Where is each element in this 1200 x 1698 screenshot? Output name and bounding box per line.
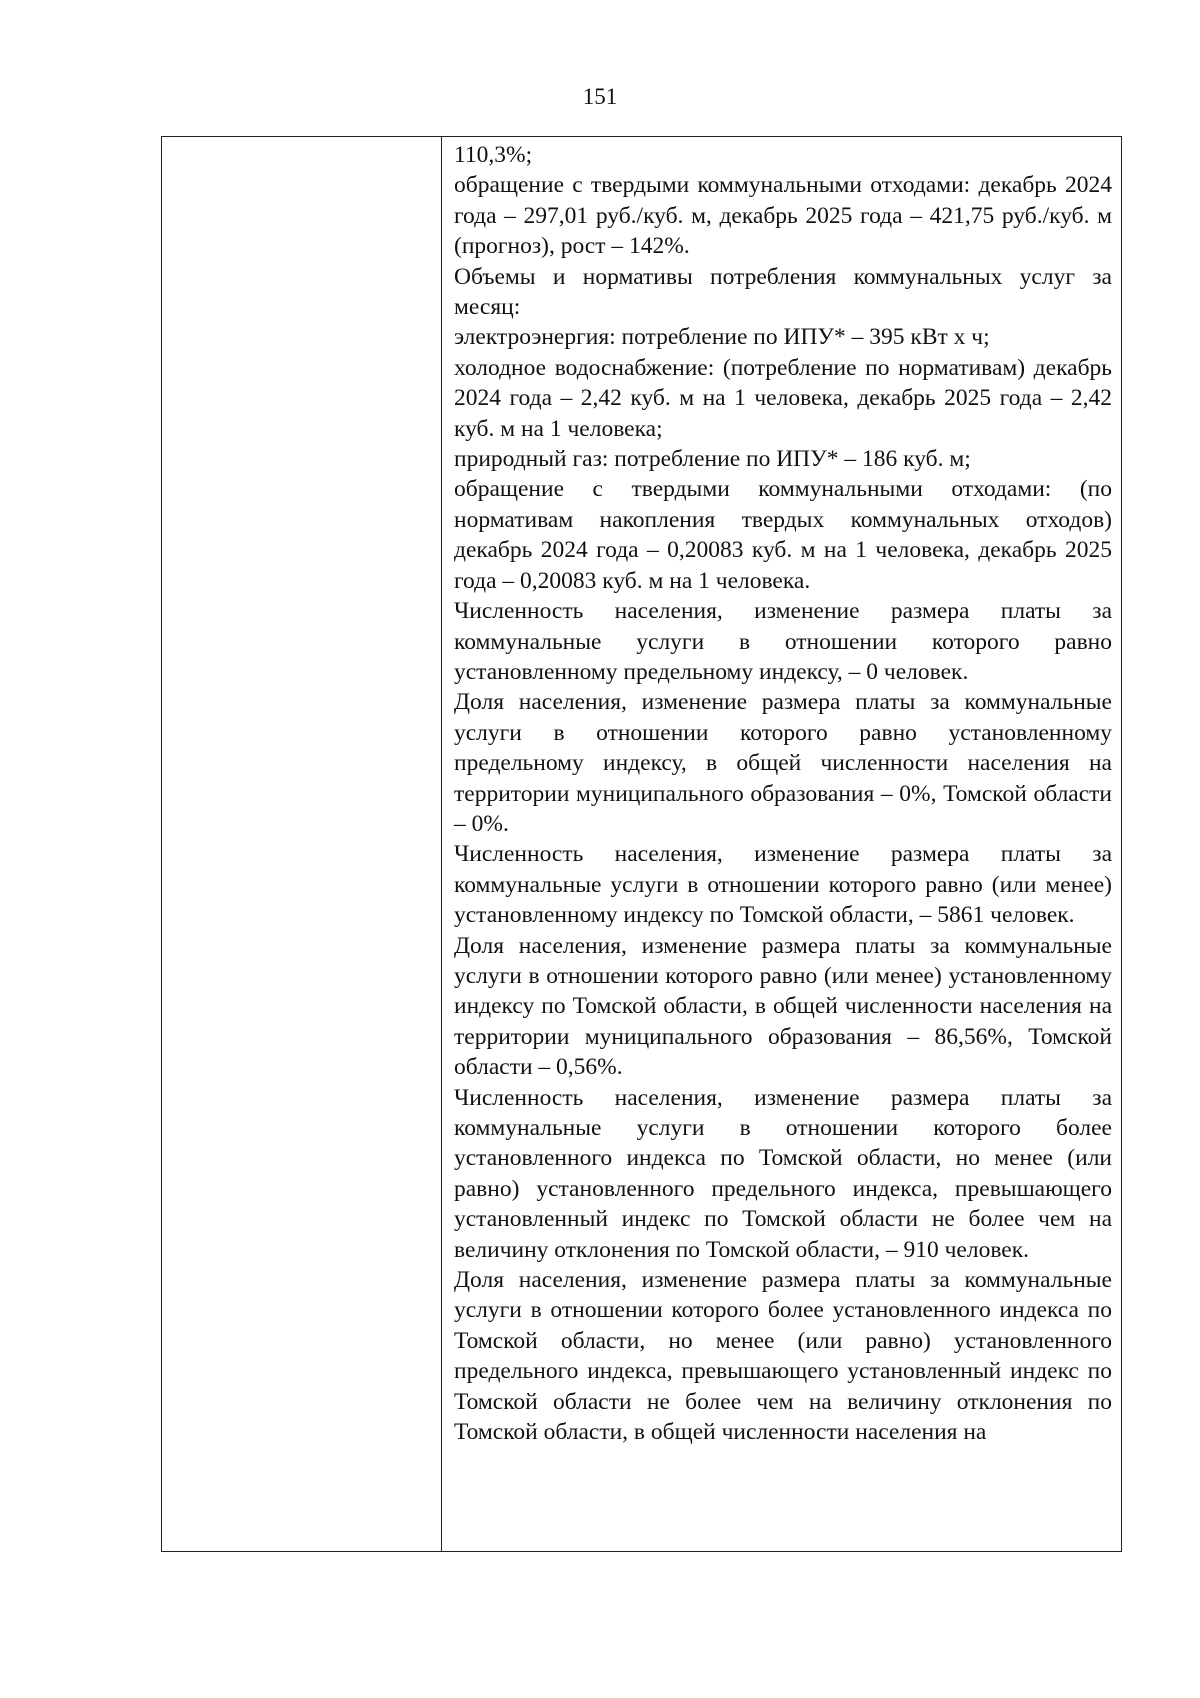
paragraph: электроэнергия: потребление по ИПУ* – 395 кВт х ч; xyxy=(454,324,990,351)
table-row xyxy=(162,137,1122,1552)
paragraph: обращение с твердыми коммунальными отходами: (по нормативам накопления твердых коммунальных отходов) декабрь 2024 года – 0,20083 куб. м на 1 человека, декабрь 2025 года – 0,20083 куб. м на 1 человека. xyxy=(454,476,1112,594)
document-table xyxy=(161,136,1122,1552)
paragraph: природный газ: потребление по ИПУ* – 186 куб. м; xyxy=(454,446,971,473)
paragraph: Численность населения, изменение размера платы за коммунальные услуги в отношении которого равно (или менее) установленному индексу по Томской области, – 5861 человек. xyxy=(454,841,1112,929)
paragraph: Доля населения, изменение размера платы за коммунальные услуги в отношении которого равно установленному предельному индексу, в общей численности населения на территории муниципального образования – 0%, Томской области – 0%. xyxy=(454,689,1112,837)
cell-text-block xyxy=(442,137,1121,1550)
paragraph: обращение с твердыми коммунальными отходами: декабрь 2024 года – 297,01 руб./куб. м, декабрь 2025 года – 421,75 руб./куб. м (прогноз), рост – 142%. xyxy=(454,172,1112,260)
paragraph: Доля населения, изменение размера платы за коммунальные услуги в отношении которого более установленного индекса по Томской области, но менее (или равно) установленного предельного индекса, превышающего установленный индекс по Томской области не более чем на величину отклонения по Томской области, в общей численности населения на xyxy=(454,1267,1112,1446)
page-number: 151 xyxy=(582,84,618,109)
left-cell xyxy=(162,137,442,1552)
paragraph: Доля населения, изменение размера платы за коммунальные услуги в отношении которого равно (или менее) установленному индексу по Томской области, в общей численности населения на территории муниципального образования – 86,56%, Томской области – 0,56%. xyxy=(454,932,1112,1081)
paragraph: Численность населения, изменение размера платы за коммунальные услуги в отношении которого более установленного индекса по Томской области, но менее (или равно) установленного предельного индекса, превышающего установленный индекс по Томской области не более чем на величину отклонения по Томской области, – 910 человек. xyxy=(454,1084,1112,1263)
paragraph: Объемы и нормативы потребления коммунальных услуг за месяц: xyxy=(454,263,1112,321)
paragraph: 110,3%; xyxy=(454,142,533,168)
right-cell xyxy=(442,137,1122,1552)
paragraph: Численность населения, изменение размера платы за коммунальные услуги в отношении которого равно установленному предельному индексу, – 0 человек. xyxy=(454,598,1112,685)
paragraph: холодное водоснабжение: (потребление по нормативам) декабрь 2024 года – 2,42 куб. м на 1 человека, декабрь 2025 года – 2,42 куб. м на 1 человека; xyxy=(454,354,1112,442)
